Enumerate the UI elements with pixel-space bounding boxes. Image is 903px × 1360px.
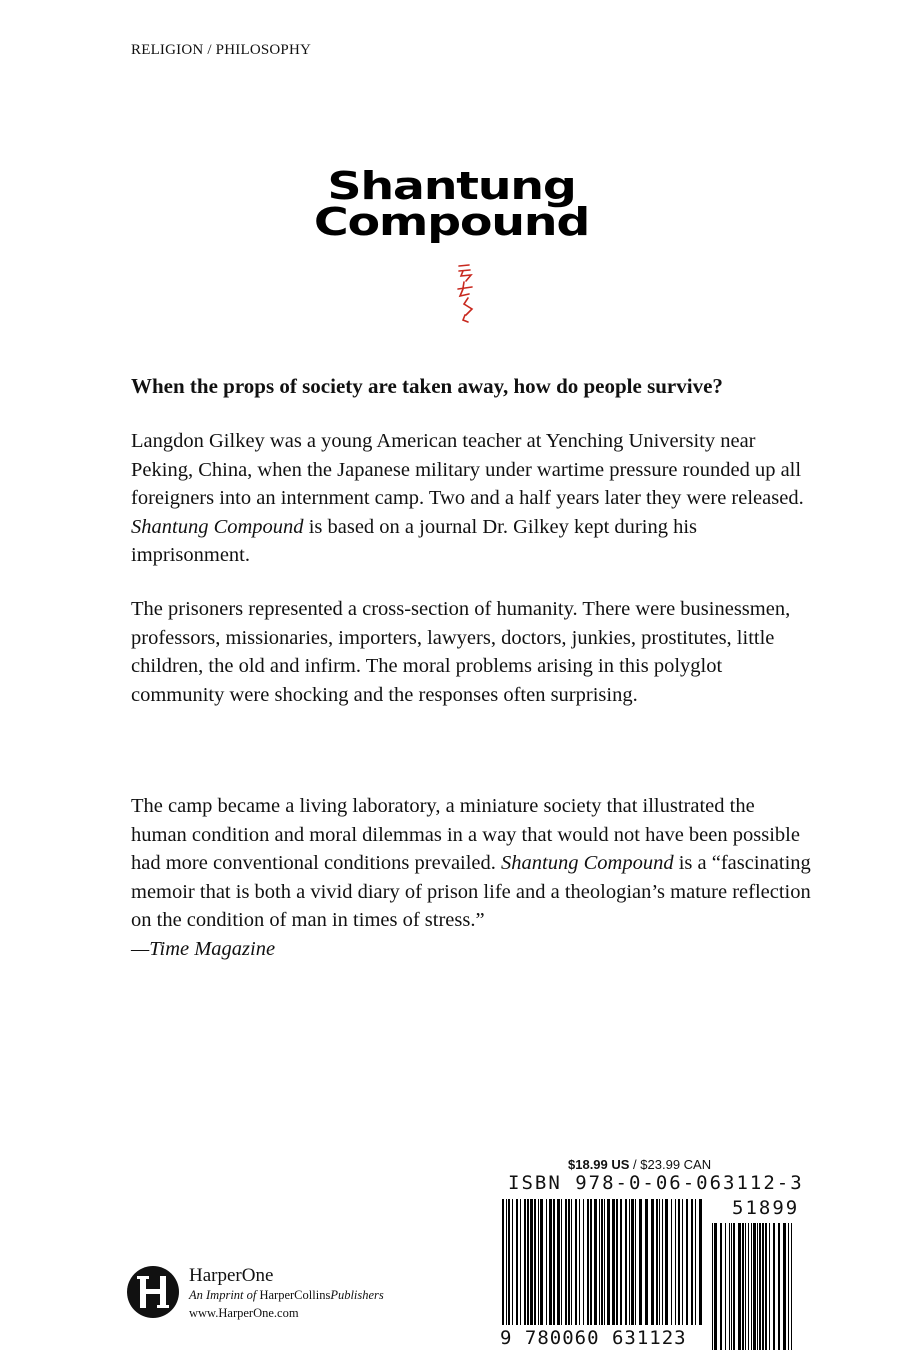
barcode-bar [631,1199,634,1325]
barcode-bar [534,1199,536,1325]
category-label: RELIGION / PHILOSOPHY [131,42,312,58]
barcode-bar [675,1199,676,1325]
calligraphy-seal-icon [454,262,480,324]
barcode-bar [639,1199,642,1325]
barcode-bar [731,1223,732,1350]
barcode-bar [616,1199,618,1325]
barcode-bar [757,1223,758,1350]
barcode-bar [745,1223,746,1350]
barcode-bar [686,1199,688,1325]
publisher-name: HarperOne [189,1265,274,1286]
barcode-bar [769,1223,770,1350]
barcode-bar [699,1199,702,1325]
isbn-text: ISBN 978-0-06-063112-3 [508,1172,804,1194]
barcode-bar [695,1199,696,1325]
barcode-bar [575,1199,577,1325]
publisher-website: www.HarperOne.com [189,1306,299,1320]
book-title-ref: Shantung Compound [501,852,674,874]
barcode-bar [729,1223,730,1350]
barcode-bar [565,1199,567,1325]
barcode-bar [599,1199,600,1325]
barcode-bar [512,1199,513,1325]
barcode-bar [725,1223,726,1350]
barcode-bar [656,1199,658,1325]
barcode-bar [753,1223,756,1350]
barcode-bar [530,1199,533,1325]
quote-attribution: —Time Magazine [131,937,276,960]
barcode-number: 9 780060 631123 [500,1327,687,1349]
barcode-bar [665,1199,668,1325]
barcode-bar [678,1199,680,1325]
barcode-bar [604,1199,605,1325]
barcode-bar [524,1199,526,1325]
barcode-bar [635,1199,636,1325]
barcode-bar [553,1199,555,1325]
title-line-1: Shantung [327,164,576,208]
barcode-bar [773,1223,775,1350]
barcode-bar [778,1223,780,1350]
barcode-bar [714,1223,717,1350]
barcode-bar [682,1199,683,1325]
barcode-bar [540,1199,543,1325]
barcode-bar [594,1199,597,1325]
barcode-bar [590,1199,592,1325]
barcode-bar [712,1223,713,1350]
barcode-bar [645,1199,648,1325]
book-title-ref: Shantung Compound [131,515,304,538]
barcode-bar [516,1199,518,1325]
barcode-bar [651,1199,654,1325]
barcode-bar [506,1199,507,1325]
barcode-bar [579,1199,580,1325]
barcode-bar [612,1199,615,1325]
barcode-bar [625,1199,627,1325]
description-paragraph-3: The camp became a living laboratory, a miniature society that illustrated the human condition and moral dilemmas in a way that would not have been possible had more conventional conditions prevailed. Shantung Compound is a “fascinating memoir that is both a vivid diary of prison life and a theologian’s mature reflection on the condition of man in times of stress.” —Time Magazine [131,795,811,960]
barcode-bar [601,1199,603,1325]
barcode-bar [502,1199,504,1325]
tagline: When the props of society are taken away, how do people survive? [131,374,723,398]
description-paragraph-1: Langdon Gilkey was a young American teacher at Yenching University near Peking, China, when the Japanese military under wartime pressure rounded up all foreigners into an internment camp. Two and a half years later they were released. Shantung Compound is based on a journal Dr. Gilkey kept during his imprisonment. [131,430,804,566]
barcode-bar [549,1199,552,1325]
publisher-imprint: An Imprint of HarperCollinsPublishers [189,1288,384,1302]
barcode-bar [520,1199,521,1325]
title-line-2: Compound [313,200,590,244]
barcode-bar [759,1223,761,1350]
barcode-bar [607,1199,610,1325]
barcode-bar [671,1199,672,1325]
barcode-bar [765,1223,767,1350]
barcode-bar [791,1223,792,1350]
barcode-bar [662,1199,663,1325]
barcode-bar [783,1223,786,1350]
barcode-bar [527,1199,529,1325]
book-title [0,164,903,244]
harperone-logo-icon [126,1264,180,1320]
price-label: $18.99 US / $23.99 CAN [568,1157,712,1172]
barcode-bar [587,1199,589,1325]
barcode-bar [751,1223,752,1350]
barcode-bar [629,1199,630,1325]
barcode-bar [538,1199,539,1325]
barcode-bar [568,1199,570,1325]
barcode-bar [659,1199,660,1325]
barcode-bar [561,1199,562,1325]
barcode-bar [508,1199,510,1325]
barcode-bar [691,1199,693,1325]
barcode-bar [583,1199,584,1325]
barcode-bar [788,1223,789,1350]
barcode-bar [557,1199,560,1325]
barcode-bar [720,1223,722,1350]
barcode-bar [748,1223,749,1350]
barcode-bar [620,1199,622,1325]
description-paragraph-2: The prisoners represented a cross-section of humanity. There were businessmen, professors, missionaries, importers, lawyers, doctors, junkies, prostitutes, little children, the old and infirm. The moral problems arising in this polyglot community were shocking and the responses often surprising. [131,598,791,706]
barcode-addon-number: 51899 [732,1197,800,1219]
barcode-bar [742,1223,744,1350]
barcode-bar [762,1223,764,1350]
barcode-bar [733,1223,735,1350]
barcode-bar [546,1199,547,1325]
barcode-bar [738,1223,741,1350]
barcode-bar [571,1199,572,1325]
